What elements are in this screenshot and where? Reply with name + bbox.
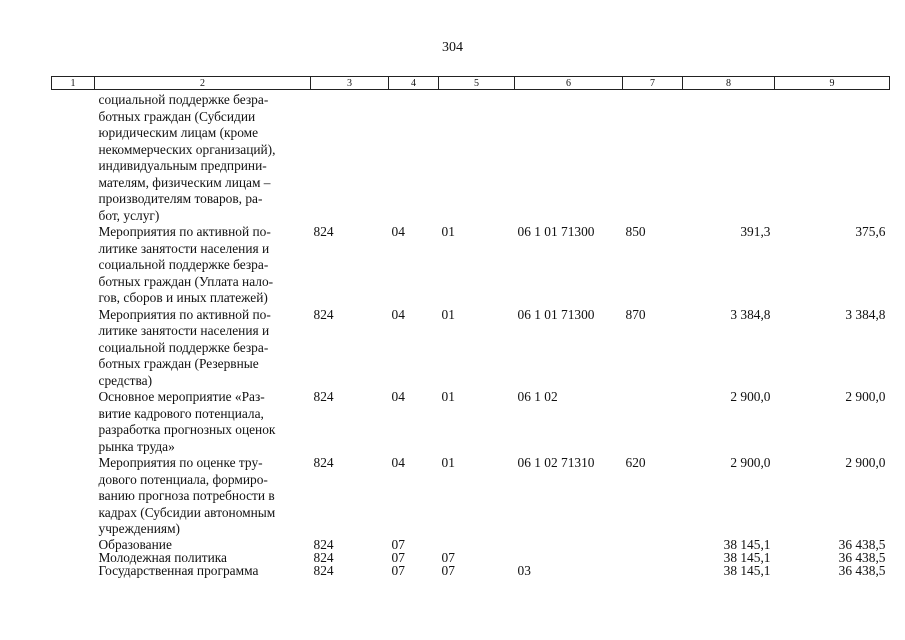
row-col9 — [775, 90, 890, 225]
header-cell: 5 — [439, 77, 515, 90]
row-col6 — [515, 90, 623, 225]
row-col9: 2 900,0 — [845, 455, 886, 470]
row-col7 — [623, 564, 683, 577]
row-col6 — [515, 538, 623, 551]
row-col9: 36 438,5 — [838, 536, 886, 552]
row-col4: 04 — [391, 224, 405, 239]
row-col5: 01 — [441, 455, 455, 470]
row-col7: 850 — [625, 224, 646, 239]
row-col6: 06 1 02 71310 — [517, 455, 595, 470]
page-number: 304 — [442, 40, 463, 55]
row-col5: 07 — [441, 562, 455, 578]
row-col5: 07 — [441, 549, 455, 565]
row-col6: 06 1 02 — [517, 389, 558, 404]
table-row — [52, 564, 890, 577]
row-col4: 04 — [391, 389, 405, 404]
row-col6: 06 1 01 71300 — [517, 306, 595, 322]
table-row — [52, 551, 890, 564]
row-name: Образование — [98, 536, 172, 552]
row-col8: 2 900,0 — [730, 389, 771, 404]
row-col6: 06 1 01 71300 — [517, 224, 595, 239]
header-cell: 2 — [95, 77, 311, 90]
header-cell: 4 — [389, 77, 439, 90]
row-col4: 07 — [391, 549, 405, 565]
table-row — [52, 307, 890, 390]
header-cell: 7 — [623, 77, 683, 90]
row-name: Мероприятия по оценке тру- дового потенциала, формиро- ванию прогноза потребности в кадрах (Субсидии автономным учреждениям) — [98, 455, 276, 536]
row-col7: 620 — [625, 455, 646, 470]
row-col3 — [311, 90, 389, 225]
table-row — [52, 389, 890, 455]
row-col3: 824 — [313, 224, 334, 239]
row-col9: 36 438,5 — [838, 549, 886, 565]
row-col9: 36 438,5 — [838, 562, 886, 578]
header-cell: 9 — [775, 77, 890, 90]
row-col4: 07 — [391, 536, 405, 552]
header-cell: 3 — [311, 77, 389, 90]
row-col4 — [389, 90, 439, 225]
row-col9: 375,6 — [855, 224, 886, 239]
row-col7 — [623, 90, 683, 225]
row-col5: 01 — [441, 306, 455, 322]
row-name: социальной поддержке безра- ботных граждан (Субсидии юридическим лицам (кроме некоммерческих организаций), индивидуальным предприни- мателям, физическим лицам – производителям товаров, ра- бот, услуг) — [98, 92, 276, 223]
row-col9: 3 384,8 — [845, 306, 886, 322]
row-col8: 38 145,1 — [723, 562, 771, 578]
row-col7: 870 — [625, 306, 646, 322]
table-row — [52, 538, 890, 551]
row-col8: 2 900,0 — [730, 455, 771, 470]
row-col6 — [515, 551, 623, 564]
row-col7 — [623, 551, 683, 564]
column-number-header — [52, 77, 890, 90]
row-col8 — [683, 90, 775, 225]
header-cell: 6 — [515, 77, 623, 90]
row-col8: 3 384,8 — [730, 306, 771, 322]
row-col7 — [623, 389, 683, 455]
row-name: Молодежная политика — [98, 549, 228, 565]
row-col3: 824 — [313, 306, 334, 322]
row-col7 — [623, 538, 683, 551]
row-name: Государственная программа — [98, 562, 259, 578]
row-col3: 824 — [313, 562, 334, 578]
row-col5: 01 — [441, 224, 455, 239]
row-col8: 38 145,1 — [723, 549, 771, 565]
row-col8: 38 145,1 — [723, 536, 771, 552]
row-col4: 04 — [391, 455, 405, 470]
row-col3: 824 — [313, 455, 334, 470]
table-row — [52, 455, 890, 538]
row-name: Мероприятия по активной по- литике занятости населения и социальной поддержке безра- ботных граждан (Уплата нало- гов, сборов и иных платежей) — [98, 224, 274, 305]
row-col5 — [439, 90, 515, 225]
row-col8: 391,3 — [740, 224, 771, 239]
row-name: Основное мероприятие «Раз- витие кадрового потенциала, разработка прогнозных оценок рынка труда» — [98, 389, 276, 454]
row-col5 — [439, 538, 515, 551]
row-col9: 2 900,0 — [845, 389, 886, 404]
row-col3: 824 — [313, 536, 334, 552]
row-col3: 824 — [313, 389, 334, 404]
row-col5: 01 — [441, 389, 455, 404]
table-row — [52, 90, 890, 225]
row-col3: 824 — [313, 549, 334, 565]
table-row — [52, 224, 890, 307]
row-col4: 04 — [391, 306, 405, 322]
budget-table — [51, 76, 890, 577]
row-name: Мероприятия по активной по- литике занятости населения и социальной поддержке безра- ботных граждан (Резервные средства) — [98, 306, 271, 388]
header-cell: 1 — [52, 77, 95, 90]
row-col4: 07 — [391, 562, 405, 578]
header-cell: 8 — [683, 77, 775, 90]
row-col6: 03 — [517, 562, 531, 578]
